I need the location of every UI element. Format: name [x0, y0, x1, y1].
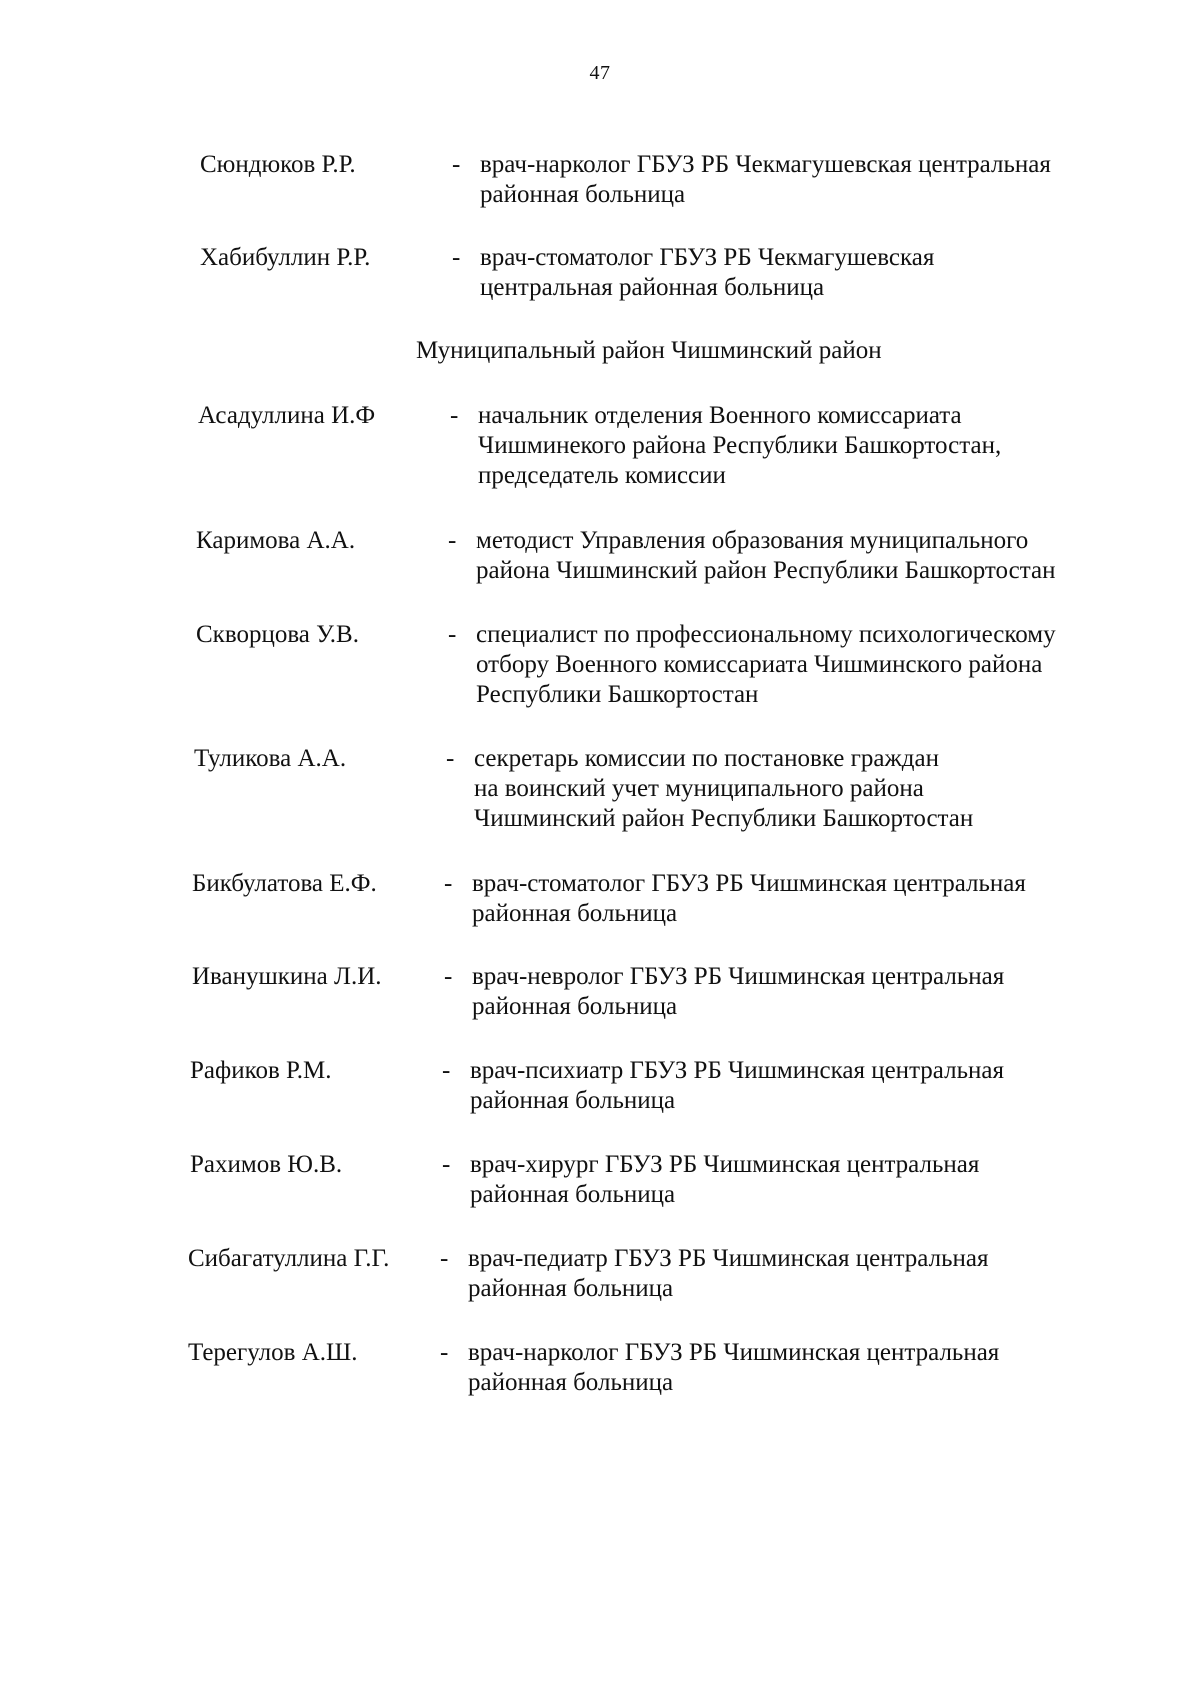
person-role: [470, 1150, 1110, 1210]
separator-dash: -: [440, 1339, 449, 1366]
role-line: секретарь комиссии по постановке граждан: [474, 745, 939, 772]
person-name: Асадуллина И.Ф: [198, 402, 376, 429]
role-line: врач-педиатр ГБУЗ РБ Чишминская центральная: [468, 1245, 989, 1272]
role-line: на воинский учет муниципального района: [474, 775, 924, 802]
role-line: района Чишминский район Республики Башкортостан: [476, 557, 1056, 584]
person-name: Хабибуллин Р.Р.: [200, 244, 371, 271]
separator-dash: -: [444, 963, 453, 990]
person-role: [470, 1056, 1110, 1116]
role-line: начальник отделения Военного комиссариата: [478, 402, 962, 429]
role-line: врач-нарколог ГБУЗ РБ Чекмагушевская центральная: [480, 151, 1051, 178]
person-name: Сибагатуллина Г.Г.: [188, 1245, 390, 1272]
person-role: [476, 526, 1116, 586]
separator-dash: -: [442, 1057, 451, 1084]
role-line: районная больница: [468, 1275, 674, 1302]
role-line: врач-невролог ГБУЗ РБ Чишминская центральная: [472, 963, 1005, 990]
role-line: председатель комиссии: [478, 462, 726, 489]
separator-dash: -: [448, 527, 457, 554]
role-line: районная больница: [470, 1087, 676, 1114]
separator-dash: -: [446, 745, 455, 772]
separator-dash: -: [452, 151, 461, 178]
person-role: [478, 401, 1118, 491]
separator-dash: -: [440, 1245, 449, 1272]
role-line: районная больница: [472, 993, 678, 1020]
section-heading: Муниципальный район Чишминский район: [416, 337, 882, 364]
role-line: врач-стоматолог ГБУЗ РБ Чекмагушевская: [480, 244, 935, 271]
person-role: [472, 962, 1112, 1022]
person-name: Иванушкина Л.И.: [192, 963, 382, 990]
role-line: отбору Военного комиссариата Чишминского района: [476, 651, 1043, 678]
person-name: Сюндюков Р.Р.: [200, 151, 356, 178]
role-line: Республики Башкортостан: [476, 681, 759, 708]
separator-dash: -: [444, 870, 453, 897]
page-number: 47: [589, 62, 611, 84]
separator-dash: -: [452, 244, 461, 271]
role-line: районная больница: [470, 1181, 676, 1208]
person-role: [468, 1244, 1108, 1304]
role-line: методист Управления образования муниципального: [476, 527, 1029, 554]
person-name: Бикбулатова Е.Ф.: [192, 870, 377, 897]
person-name: Каримова А.А.: [196, 527, 356, 554]
person-role: [480, 150, 1120, 210]
role-line: врач-хирург ГБУЗ РБ Чишминская центральная: [470, 1151, 980, 1178]
role-line: районная больница: [472, 900, 678, 927]
role-line: специалист по профессиональному психологическому: [476, 621, 1056, 648]
role-line: районная больница: [468, 1369, 674, 1396]
person-name: Туликова А.А.: [194, 745, 347, 772]
separator-dash: -: [450, 402, 459, 429]
person-role: [468, 1338, 1108, 1398]
separator-dash: -: [448, 621, 457, 648]
role-line: Чишминский район Республики Башкортостан: [474, 805, 974, 832]
role-line: врач-нарколог ГБУЗ РБ Чишминская центральная: [468, 1339, 1000, 1366]
person-name: Терегулов А.Ш.: [188, 1339, 358, 1366]
person-role: [480, 243, 1120, 303]
role-line: врач-стоматолог ГБУЗ РБ Чишминская центральная: [472, 870, 1026, 897]
person-role: [472, 869, 1112, 929]
person-role: [474, 744, 1114, 834]
person-name: Рафиков Р.М.: [190, 1057, 332, 1084]
role-line: центральная районная больница: [480, 274, 825, 301]
role-line: врач-психиатр ГБУЗ РБ Чишминская центральная: [470, 1057, 1004, 1084]
person-name: Скворцова У.В.: [196, 621, 359, 648]
person-name: Рахимов Ю.В.: [190, 1151, 343, 1178]
person-role: [476, 620, 1116, 710]
role-line: районная больница: [480, 181, 686, 208]
separator-dash: -: [442, 1151, 451, 1178]
role-line: Чишминекого района Республики Башкортостан,: [478, 432, 1002, 459]
